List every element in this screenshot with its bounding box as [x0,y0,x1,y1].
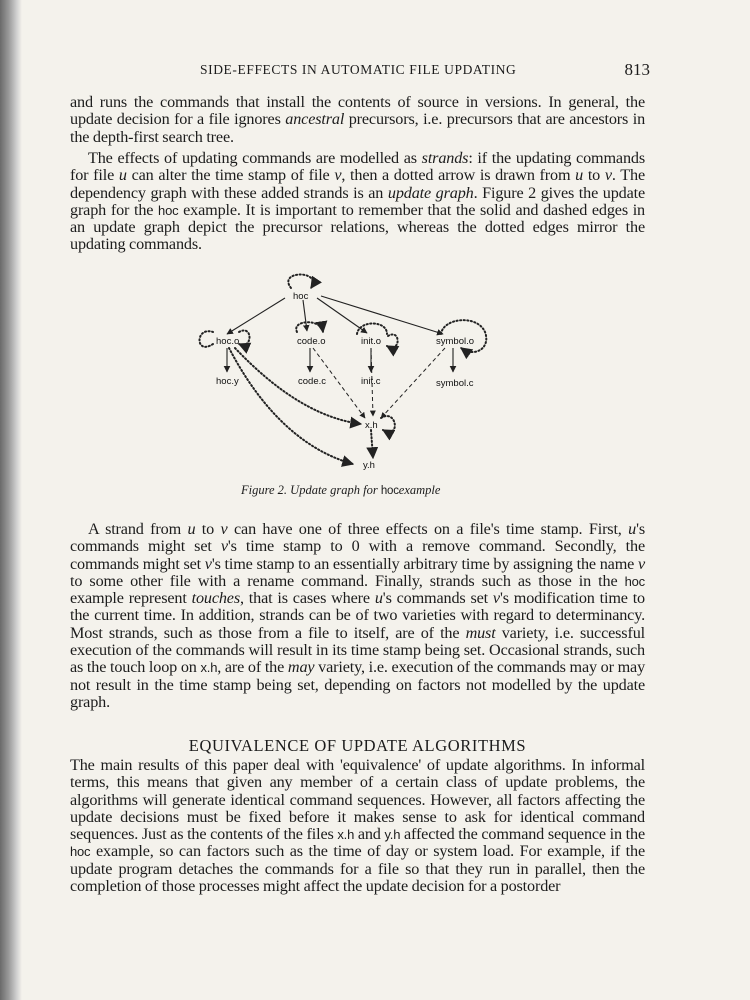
node-code-o: code.o [297,336,326,347]
paragraph-strand-effects: A strand from u to v can have one of three effects on a file's time stamp. First, u's commands might set v's time stamp to 0 with a remove command. Secondly, the commands might set v's time stamp to an essentially arbitrary time by assigning the name v to some other file with a rename command. Finally, strands such as those in the hoc example represent touches, that is cases where u's commands set v's modification time to the current time. In addition, strands can be of two varieties with regard to determinancy. Most strands, such as those from a file to itself, are of the must variety, i.e. successful execution of the commands will result in its time stamp being set. Occasional strands, such as the touch loop on x.h, are of the may variety, i.e. execution of the commands may or may not result in the time stamp being set, depending on factors not modelled by the update graph. [70,520,646,711]
node-code-c: code.c [298,376,326,387]
paragraph-strands: The effects of updating commands are modelled as strands: if the updating commands for file u can alter the time stamp of file v, then a dotted arrow is drawn from u to v. The dependency graph with these added strands is an update graph. Figure 2 gives the update graph for the hoc example. It is important to remember that the solid and dashed edges in an update graph depict the precursor relations, whereas the dotted edges mirror the updating commands. [70,149,646,254]
running-header [70,60,650,80]
page-number: 813 [624,60,650,79]
node-symbol-c: symbol.c [436,378,474,389]
node-hoc-o: hoc.o [216,336,240,347]
node-hoc-y: hoc.y [216,376,239,387]
figure-caption: Figure 2. Update graph for hocexample [241,483,441,497]
paragraph-continuation: and runs the commands that install the contents of source in versions. In general, the update decision for a file ignores ancestral precursors, i.e. precursors that are ancestors in the depth-first search tree. [70,93,646,146]
node-x-h: x.h [365,420,378,431]
update-graph-figure [195,268,500,476]
node-init-c: init.c [361,376,381,387]
node-hoc: hoc [293,291,309,302]
node-symbol-o: symbol.o [436,336,475,347]
section-heading: EQUIVALENCE OF UPDATE ALGORITHMS [188,736,527,755]
running-title: SIDE-EFFECTS IN AUTOMATIC FILE UPDATING [200,62,517,77]
paragraph-equivalence: The main results of this paper deal with 'equivalence' of update algorithms. In informal terms, this means that given any member of a certain class of update problems, the algorithms will generate identical command sequences. However, all factors affecting the update decisions must be fixed before it makes sense to ask for identical command sequences. Just as the contents of the files x.h and y.h affected the command sequence in the hoc example, so can factors such as the time of day or system load. For example, if the update program detaches the commands for a file so that they run in parallel, then the completion of those processes might affect the update decision for a postorder [70,756,645,896]
book-binding-shadow [0,0,22,1000]
node-y-h: y.h [363,460,375,471]
node-init-o: init.o [361,336,382,347]
